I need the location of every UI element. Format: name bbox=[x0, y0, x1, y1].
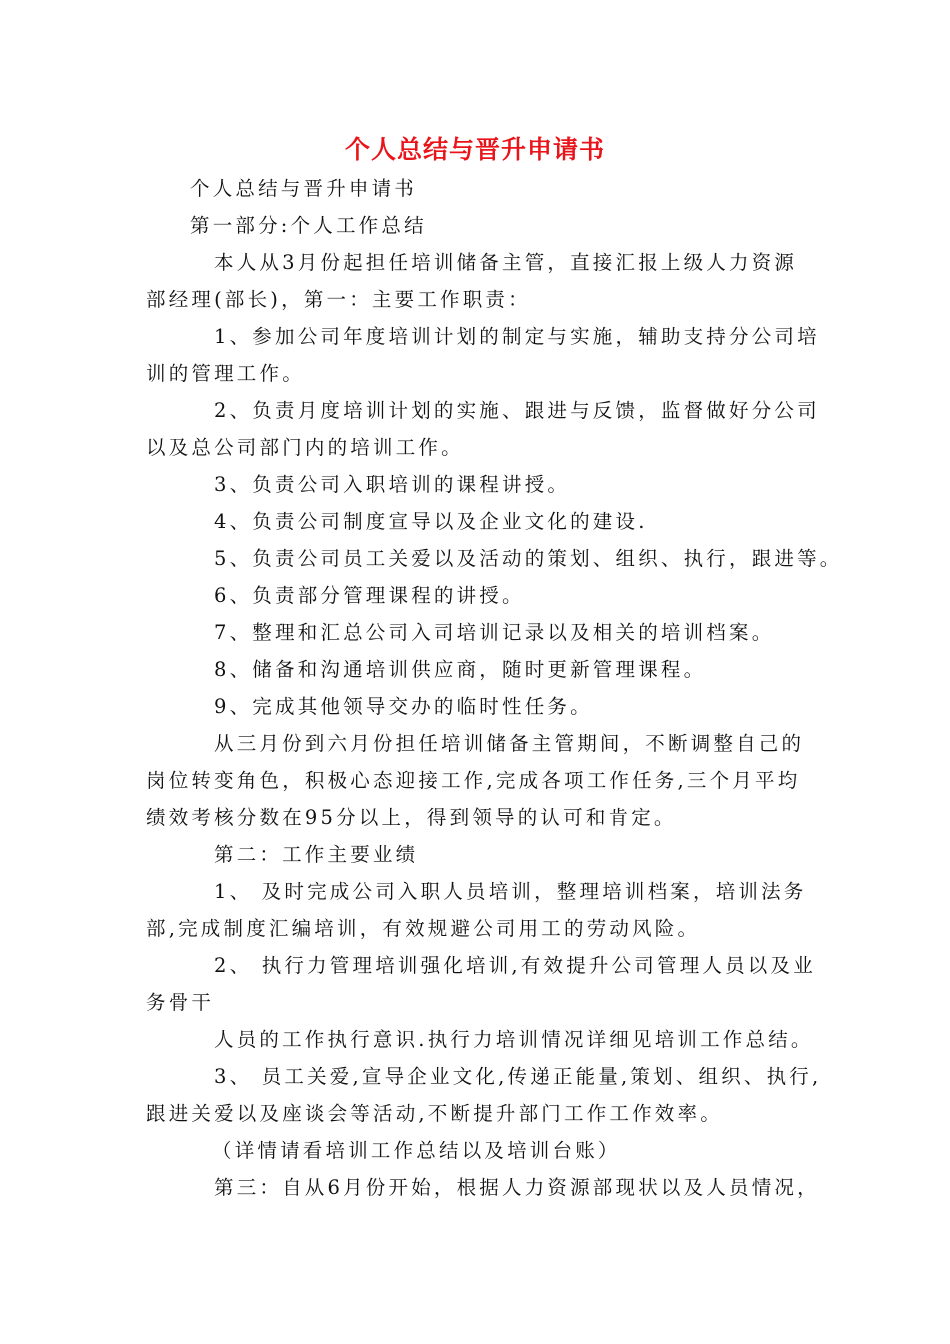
text-line: 个人总结与晋升申请书 bbox=[190, 177, 418, 200]
text-line: 训的管理工作。 bbox=[146, 362, 305, 385]
text-line: 人员的工作执行意识.执行力培训情况详细见培训工作总结。 bbox=[214, 1028, 814, 1051]
text-line: 本人从3月份起担任培训储备主管，直接汇报上级人力资源 bbox=[214, 251, 798, 274]
text-line: 从三月份到六月份担任培训储备主管期间，不断调整自己的 bbox=[214, 732, 805, 755]
text-line: 第二：工作主要业绩 bbox=[214, 843, 419, 866]
text-line: 2、负责月度培训计划的实施、跟进与反馈，监督做好分公司 bbox=[214, 399, 820, 422]
text-line: 3、 员工关爱,宣导企业文化,传递正能量,策划、组织、执行, bbox=[214, 1065, 822, 1088]
text-line: 1、参加公司年度培训计划的制定与实施，辅助支持分公司培 bbox=[214, 325, 820, 348]
text-line: 3、负责公司入职培训的课程讲授。 bbox=[214, 473, 571, 496]
text-line: 部,完成制度汇编培训，有效规避公司用工的劳动风险。 bbox=[146, 917, 701, 940]
text-line: 2、 执行力管理培训强化培训,有效提升公司管理人员以及业 bbox=[214, 954, 816, 977]
text-line: 8、储备和沟通培训供应商，随时更新管理课程。 bbox=[214, 658, 707, 681]
text-line: 岗位转变角色，积极心态迎接工作,完成各项工作任务,三个月平均 bbox=[146, 769, 801, 792]
text-line: 绩效考核分数在95分以上，得到领导的认可和肯定。 bbox=[146, 806, 677, 829]
text-line: 以及总公司部门内的培训工作。 bbox=[146, 436, 464, 459]
text-line: 务骨干 bbox=[146, 991, 215, 1014]
text-line: 跟进关爱以及座谈会等活动,不断提升部门工作工作效率。 bbox=[146, 1102, 723, 1125]
text-line: 部经理(部长)，第一：主要工作职责： bbox=[146, 288, 531, 311]
text-line: 6、负责部分管理课程的讲授。 bbox=[214, 584, 525, 607]
text-line: 9、完成其他领导交办的临时性任务。 bbox=[214, 695, 593, 718]
document-body bbox=[146, 170, 843, 1206]
document-title: 个人总结与晋升申请书 bbox=[344, 135, 605, 164]
text-line: 第三：自从6月份开始，根据人力资源部现状以及人员情况， bbox=[214, 1176, 820, 1199]
text-line: 5、负责公司员工关爱以及活动的策划、组织、执行，跟进等。 bbox=[214, 547, 843, 570]
text-line: （详情请看培训工作总结以及培训台账） bbox=[212, 1139, 621, 1162]
text-line: 4、负责公司制度宣导以及企业文化的建设. bbox=[214, 510, 648, 533]
text-line: 1、 及时完成公司入职人员培训，整理培训档案，培训法务 bbox=[214, 880, 807, 903]
text-line: 7、整理和汇总公司入司培训记录以及相关的培训档案。 bbox=[214, 621, 775, 644]
text-line: 第一部分:个人工作总结 bbox=[190, 214, 427, 237]
